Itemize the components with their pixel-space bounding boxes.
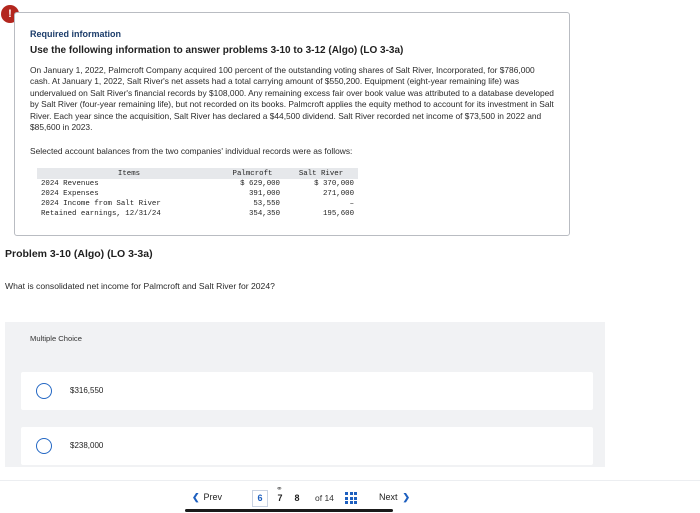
table-row (37, 209, 358, 219)
chevron-left-icon: ❮ (192, 492, 200, 502)
page-count: of 14 (315, 493, 334, 503)
salt-river-value: 195,600 (322, 210, 354, 218)
answer-option-label: $238,000 (70, 441, 104, 450)
required-info-label: Required information (30, 29, 122, 39)
prev-button[interactable] (192, 492, 222, 503)
column-header-salt-river: Salt River (284, 168, 358, 179)
table-row (37, 179, 358, 189)
column-header-palmcroft: Palmcroft (221, 168, 284, 179)
chevron-right-icon: ❯ (402, 492, 411, 502)
account-balances-table (37, 168, 358, 219)
table-row (37, 189, 358, 199)
column-header-items: Items (37, 168, 221, 179)
row-item: 2024 Income from Salt River (41, 200, 161, 208)
answer-option[interactable] (21, 372, 593, 410)
navigation-bar (0, 480, 700, 513)
page-7-button[interactable]: 7 (277, 493, 283, 503)
info-heading: Use the following information to answer problems 3-10 to 3-12 (Algo) (LO 3-3a) (30, 45, 404, 56)
selected-balances-text: Selected account balances from the two companies' individual records were as follows: (30, 146, 353, 156)
row-item: 2024 Revenues (41, 180, 99, 188)
next-label: Next (379, 492, 398, 502)
prev-label: Prev (203, 492, 223, 502)
multiple-choice-label: Multiple Choice (30, 334, 82, 343)
row-item: 2024 Expenses (41, 190, 99, 198)
radio-button[interactable] (36, 438, 52, 454)
link-icon: ⚭ (276, 484, 283, 493)
table-row (37, 199, 358, 209)
question-text: What is consolidated net income for Palmcroft and Salt River for 2024? (5, 281, 275, 291)
salt-river-value: $ 370,000 (314, 180, 354, 188)
scroll-indicator (185, 509, 393, 512)
page-8-button[interactable]: 8 (294, 493, 300, 503)
problem-title: Problem 3-10 (Algo) (LO 3-3a) (5, 248, 153, 260)
next-button[interactable] (379, 492, 410, 503)
grid-icon[interactable] (345, 492, 357, 504)
info-body-text: On January 1, 2022, Palmcroft Company acquired 100 percent of the outstanding voting shares of Salt River, Incorporated, for $786,000 cash. At January 1, 2022, Salt River's net assets had a total carrying amount of $550,200. Equipment (eight-year remaining life) was undervalued on Salt River's financial records by $108,000. Any remaining excess fair over book value was attributed to a database developed by Salt River (four-year remaining life), but not recorded on its books. Palmcroft applies the equity method to account for its investment in Salt River. Each year since the acquisition, Salt River has declared a $44,500 dividend. Salt River recorded net income of $73,500 in 2022 and $85,600 in 2023. (30, 65, 554, 133)
multiple-choice-panel (5, 322, 605, 467)
salt-river-value: 271,000 (322, 190, 354, 198)
alert-icon: ! (1, 5, 19, 23)
salt-river-value: – (349, 200, 354, 208)
palmcroft-value: 391,000 (248, 190, 280, 198)
row-item: Retained earnings, 12/31/24 (41, 210, 161, 218)
required-info-panel (14, 12, 570, 236)
answer-option-label: $316,550 (70, 386, 104, 395)
answer-option[interactable] (21, 427, 593, 465)
radio-button[interactable] (36, 383, 52, 399)
palmcroft-value: 53,550 (253, 200, 280, 208)
page-6-button[interactable]: 6 (252, 490, 268, 507)
palmcroft-value: $ 629,000 (240, 180, 280, 188)
palmcroft-value: 354,350 (248, 210, 280, 218)
